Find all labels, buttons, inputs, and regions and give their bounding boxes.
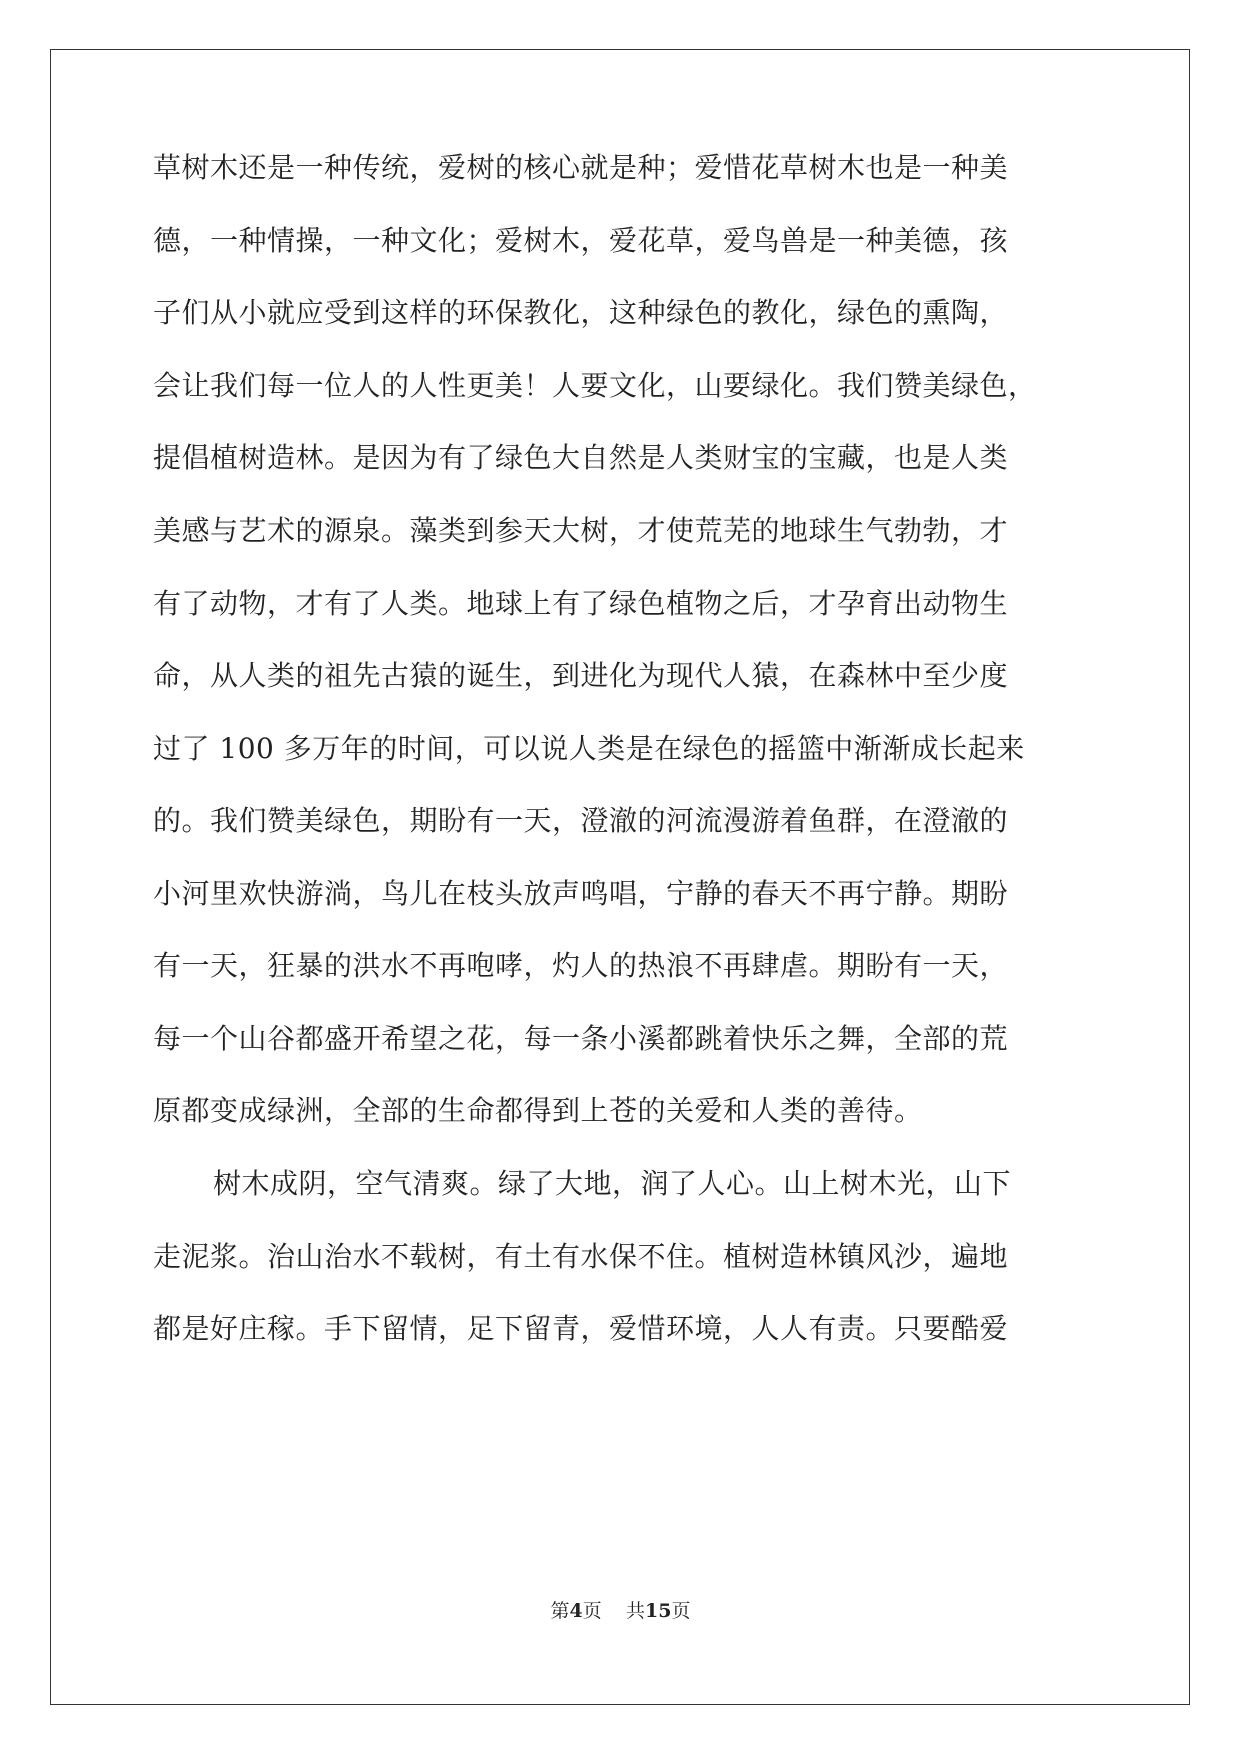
text-line: 走泥浆。治山治水不载树，有土有水保不住。植树造林镇风沙，遍地: [153, 1240, 1009, 1273]
text-line: 原都变成绿洲，全部的生命都得到上苍的关爱和人类的善待。: [153, 1094, 923, 1127]
text-line: 命，从人类的祖先古猿的诞生，到进化为现代人猿，在森林中至少度: [153, 659, 1009, 692]
text-line: 草树木还是一种传统，爱树的核心就是种；爱惜花草树木也是一种美: [153, 151, 1009, 184]
page-footer: [0, 1598, 1241, 1624]
text-line: 有一天，狂暴的洪水不再咆哮，灼人的热浪不再肆虐。期盼有一天，: [153, 949, 1009, 982]
page-prefix: 第: [550, 1600, 570, 1622]
text-line: 都是好庄稼。手下留情，足下留青，爱惜环境，人人有责。只要酷爱: [153, 1312, 1009, 1345]
text-line: 美感与艺术的源泉。藻类到参天大树，才使荒芜的地球生气勃勃，才: [153, 514, 1009, 547]
total-suffix: 页: [671, 1600, 691, 1622]
total-prefix: 共: [625, 1600, 645, 1622]
text-line: 的。我们赞美绿色，期盼有一天，澄澈的河流漫游着鱼群，在澄澈的: [153, 804, 1009, 837]
text-line: 小河里欢快游淌，鸟儿在枝头放声鸣唱，宁静的春天不再宁静。期盼: [153, 877, 1009, 910]
page-number: 4: [569, 1600, 583, 1622]
text-line: 提倡植树造林。是因为有了绿色大自然是人类财宝的宝藏，也是人类: [153, 441, 1009, 474]
paragraph-start-line: 树木成阴，空气清爽。绿了大地，润了人心。山上树木光，山下: [213, 1167, 1012, 1200]
total-pages: 15: [644, 1600, 672, 1622]
text-line: 过了 100 多万年的时间，可以说人类是在绿色的摇篮中渐渐成长起来: [153, 732, 1025, 765]
page-suffix: 页: [582, 1600, 602, 1622]
text-line: 会让我们每一位人的人性更美！人要文化，山要绿化。我们赞美绿色，: [153, 369, 1037, 402]
text-line: 子们从小就应受到这样的环保教化，这种绿色的教化，绿色的熏陶，: [153, 296, 1009, 329]
text-line: 德，一种情操，一种文化；爱树木，爱花草，爱鸟兽是一种美德，孩: [153, 224, 1009, 257]
text-line: 每一个山谷都盛开希望之花，每一条小溪都跳着快乐之舞，全部的荒: [153, 1022, 1009, 1055]
text-line: 有了动物，才有了人类。地球上有了绿色植物之后，才孕育出动物生: [153, 587, 1009, 620]
